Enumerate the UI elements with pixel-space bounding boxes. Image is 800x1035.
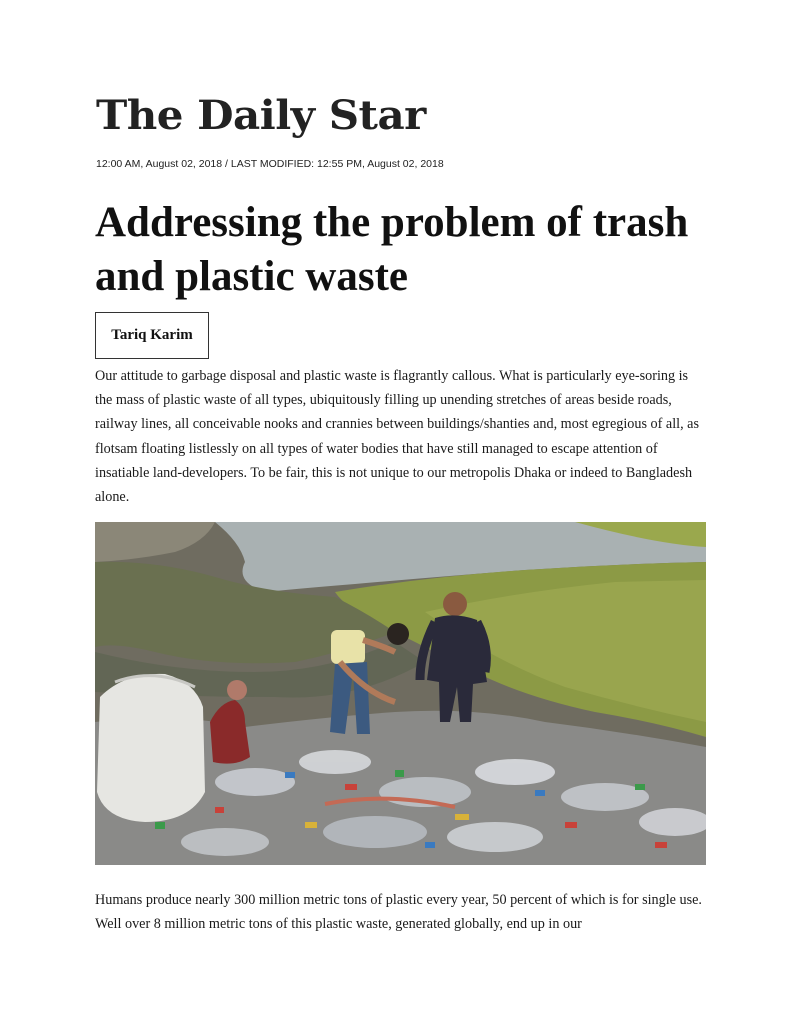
trash-field-illustration xyxy=(95,522,706,865)
masthead-logo: The Daily Star xyxy=(96,92,426,139)
author-byline[interactable]: Tariq Karim xyxy=(95,312,209,359)
article-paragraph: Humans produce nearly 300 million metric tons of plastic every year, 50 percent of which is for single use. Well over 8 million metric tons of this plastic waste, generated globally, end up in our xyxy=(95,892,702,933)
article-headline: Addressing the problem of trash and plastic waste xyxy=(95,199,689,300)
article-dateline: 12:00 AM, August 02, 2018 / LAST MODIFIED: 12:55 PM, August 02, 2018 xyxy=(96,158,444,170)
article-photo xyxy=(95,522,706,865)
article-paragraph: Our attitude to garbage disposal and plastic waste is flagrantly callous. What is particularly eye-soring is the mass of plastic waste of all types, ubiquitously filling up unending stretches of areas beside roads, railway lines, all conceivable nooks and crannies between buildings/shanties and, most egregious of all, as flotsam floating listlessly on all types of water bodies that have still managed to escape attention of insatiable land-developers. To be fair, this is not unique to our metropolis Dhaka or indeed to Bangladesh alone. xyxy=(95,368,699,506)
